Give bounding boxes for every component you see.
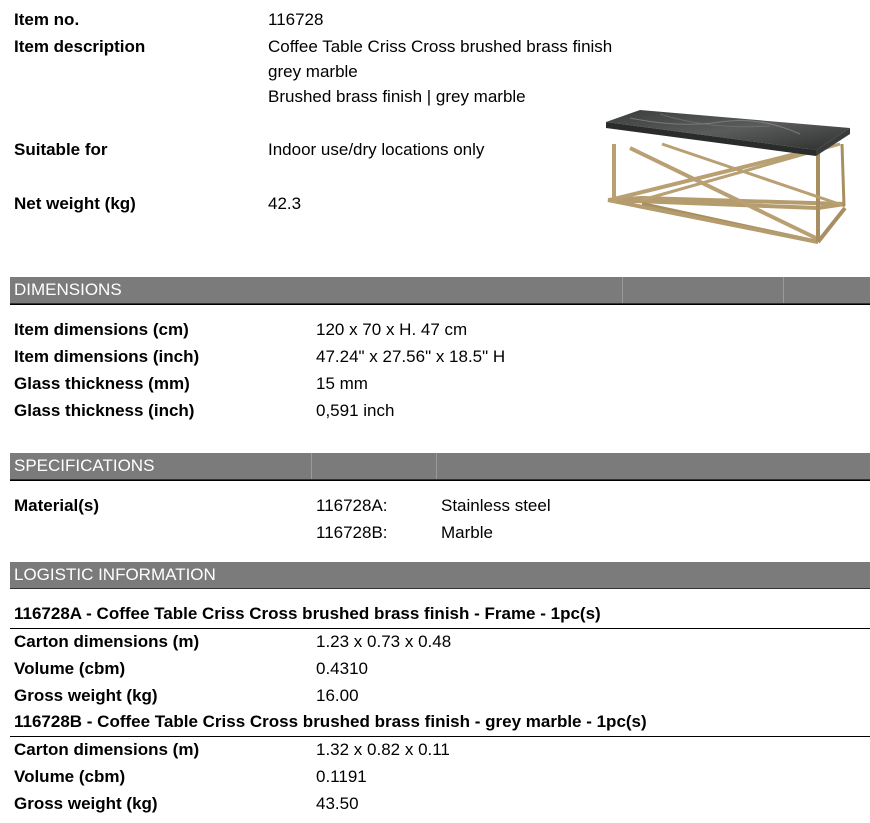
dimensions-value: 47.24" x 27.56" x 18.5" H [316, 347, 506, 366]
dimensions-label: Glass thickness (inch) [14, 401, 195, 420]
package-value: 1.32 x 0.82 x 0.11 [316, 740, 450, 759]
item-no-label: Item no. [14, 10, 80, 29]
dimensions-value: 120 x 70 x H. 47 cm [316, 320, 468, 339]
package-rule [10, 736, 870, 737]
package-label: Volume (cbm) [14, 659, 126, 678]
logistics-section-header [10, 562, 870, 589]
dimensions-label: Item dimensions (cm) [14, 320, 189, 339]
package-value: 16.00 [316, 686, 359, 705]
item-description-line-1: Coffee Table Criss Cross brushed brass finish [268, 37, 613, 56]
package-label: Carton dimensions (m) [14, 632, 200, 651]
package-value: 0.1191 [316, 767, 367, 786]
dimensions-value: 15 mm [316, 374, 368, 393]
package-heading: 116728B - Coffee Table Criss Cross brushed brass finish - grey marble - 1pc(s) [14, 712, 647, 731]
net-weight-value: 42.3 [268, 194, 302, 213]
suitable-for-label: Suitable for [14, 140, 108, 159]
package-label: Gross weight (kg) [14, 686, 158, 705]
package-label: Volume (cbm) [14, 767, 126, 786]
logistics-title: LOGISTIC INFORMATION [14, 565, 216, 584]
material-code: 116728B: [316, 523, 388, 542]
specifications-title: SPECIFICATIONS [14, 456, 155, 475]
package-value: 0.4310 [316, 659, 368, 678]
coffee-table-image [600, 108, 855, 253]
item-description-line-3: Brushed brass finish | grey marble [268, 87, 526, 106]
package-value: 1.23 x 0.73 x 0.48 [316, 632, 452, 651]
item-no-value: 116728 [268, 10, 324, 29]
section-rule [10, 304, 870, 305]
package-label: Carton dimensions (m) [14, 740, 200, 759]
item-description-label: Item description [14, 37, 146, 56]
material-code: 116728A: [316, 496, 388, 515]
material-name: Marble [441, 523, 493, 542]
header-divider [311, 453, 312, 479]
specifications-section-header [10, 453, 870, 480]
section-rule [10, 480, 870, 481]
header-divider [622, 277, 623, 303]
net-weight-label: Net weight (kg) [14, 194, 136, 213]
dimensions-value: 0,591 inch [316, 401, 395, 420]
dimensions-title: DIMENSIONS [14, 280, 122, 299]
package-value: 43.50 [316, 794, 359, 813]
suitable-for-value: Indoor use/dry locations only [268, 140, 485, 159]
dimensions-section-header [10, 277, 870, 304]
material-name: Stainless steel [441, 496, 551, 515]
materials-label: Material(s) [14, 496, 100, 515]
item-description-line-2: grey marble [268, 62, 358, 81]
header-divider [783, 277, 784, 303]
package-heading: 116728A - Coffee Table Criss Cross brushed brass finish - Frame - 1pc(s) [14, 604, 601, 623]
header-divider [436, 453, 437, 479]
package-rule [10, 628, 870, 629]
dimensions-label: Item dimensions (inch) [14, 347, 200, 366]
dimensions-label: Glass thickness (mm) [14, 374, 190, 393]
package-label: Gross weight (kg) [14, 794, 158, 813]
